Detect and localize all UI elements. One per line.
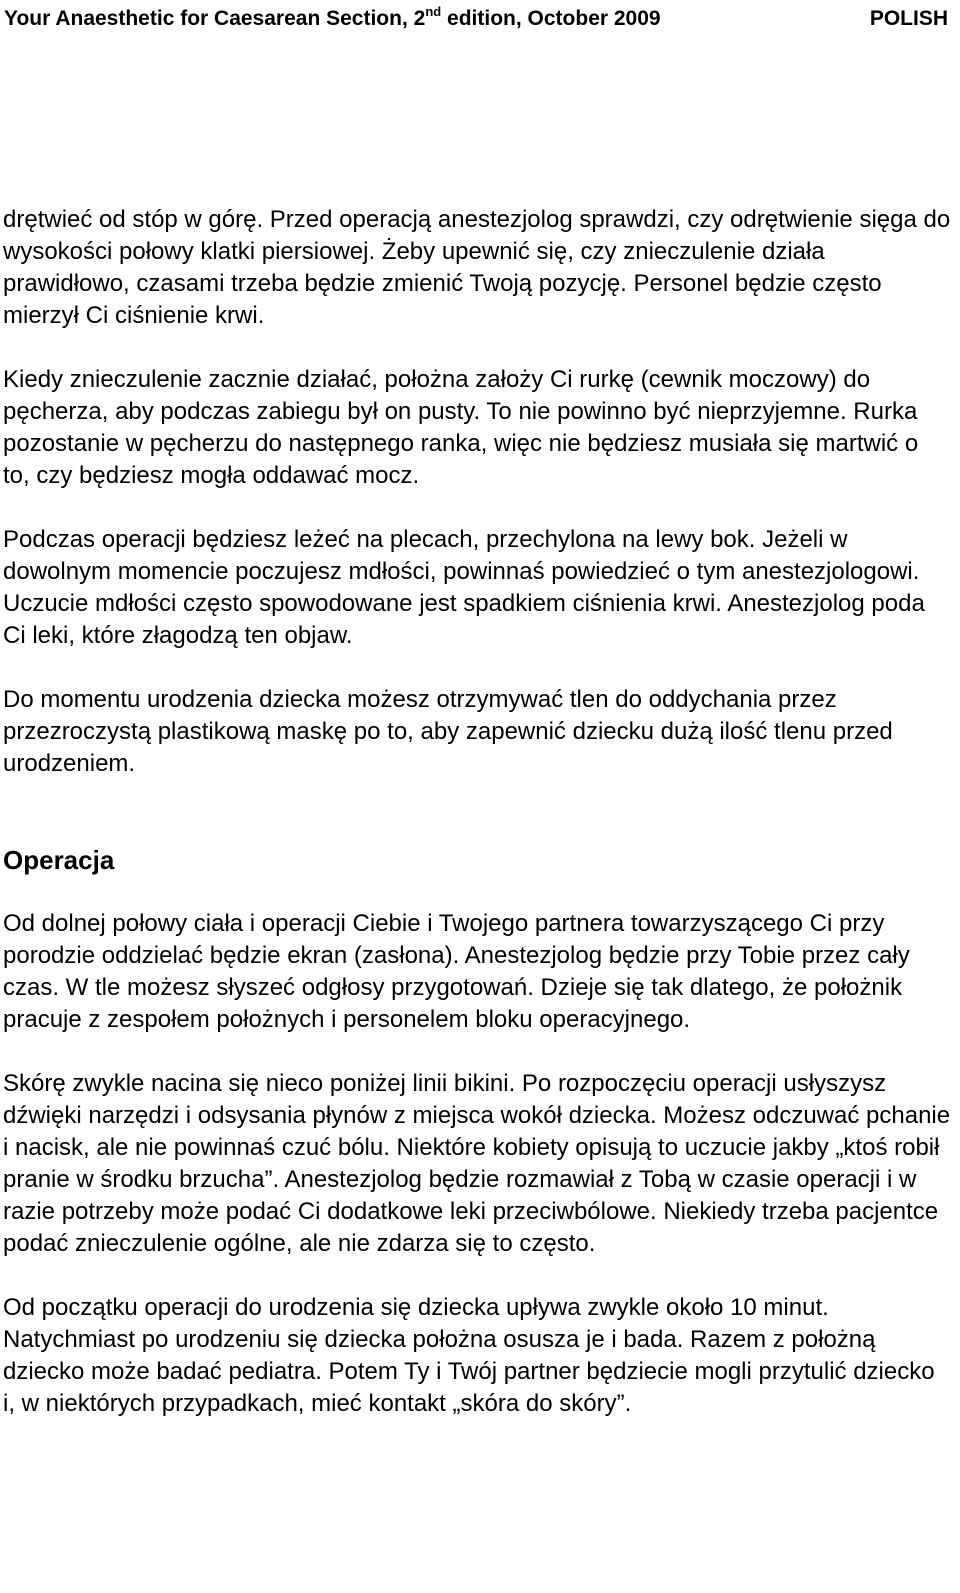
document-title-superscript: nd bbox=[425, 4, 442, 19]
document-title-prefix: Your Anaesthetic for Caesarean Section, 2 bbox=[4, 7, 426, 30]
paragraph: Skórę zwykle nacina się nieco poniżej linii bikini. Po rozpoczęciu operacji usłyszysz dźwięki narzędzi i odsysania płynów z miejsca wokół dziecka. Możesz odczuwać pchanie i nacisk, ale nie powinnaś czuć bólu. Niektóre kobiety opisują to uczucie jakby „ktoś robił pranie w środku brzucha”. Anestezjolog będzie rozmawiał z Tobą w czasie operacji i w razie potrzeby może podać Ci dodatkowe leki przeciwbólowe. Niekiedy trzeba pacjentce podać znieczulenie ogólne, ale nie zdarza się to często. bbox=[3, 1070, 951, 1257]
document-body bbox=[3, 204, 951, 1420]
paragraph: drętwieć od stóp w górę. Przed operacją anestezjolog sprawdzi, czy odrętwienie sięga do wysokości połowy klatki piersiowej. Żeby upewnić się, czy znieczulenie działa prawidłowo, czasami trzeba będzie zmienić Twoją pozycję. Personel będzie często mierzył Ci ciśnienie krwi. bbox=[3, 206, 951, 329]
document-title-suffix: edition, October 2009 bbox=[441, 7, 661, 30]
section-heading: Operacja bbox=[3, 845, 115, 875]
paragraph: Do momentu urodzenia dziecka możesz otrzymywać tlen do oddychania przez przezroczystą plastikową maskę po to, aby zapewnić dziecku dużą ilość tlenu przed urodzeniem. bbox=[3, 686, 893, 777]
document-title bbox=[4, 2, 661, 36]
paragraph: Podczas operacji będziesz leżeć na plecach, przechylona na lewy bok. Jeżeli w dowolnym momencie poczujesz mdłości, powinnaś powiedzieć o tym anestezjologowi. Uczucie mdłości często spowodowane jest spadkiem ciśnienia krwi. Anestezjolog poda Ci leki, które złagodzą ten objaw. bbox=[3, 526, 925, 649]
paragraph: Kiedy znieczulenie zacznie działać, położna założy Ci rurkę (cewnik moczowy) do pęcherza, aby podczas zabiegu był on pusty. To nie powinno być nieprzyjemne. Rurka pozostanie w pęcherzu do następnego ranka, więc nie będziesz musiała się martwić o to, czy będziesz mogła oddawać mocz. bbox=[3, 366, 919, 489]
paragraph: Od początku operacji do urodzenia się dziecka upływa zwykle około 10 minut. Natychmiast po urodzeniu się dziecka położna osusza je i bada. Razem z położną dziecko może badać pediatra. Potem Ty i Twój partner będziecie mogli przytulić dziecko i, w niektórych przypadkach, mieć kontakt „skóra do skóry”. bbox=[3, 1294, 935, 1417]
page-header bbox=[4, 2, 948, 36]
paragraph: Od dolnej połowy ciała i operacji Ciebie i Twojego partnera towarzyszącego Ci przy porodzie oddzielać będzie ekran (zasłona). Anestezjolog będzie przy Tobie przez cały czas. W tle możesz słyszeć odgłosy przygotowań. Dzieje się tak dlatego, że położnik pracuje z zespołem położnych i personelem bloku operacyjnego. bbox=[3, 910, 910, 1033]
document-language: POLISH bbox=[869, 7, 948, 30]
